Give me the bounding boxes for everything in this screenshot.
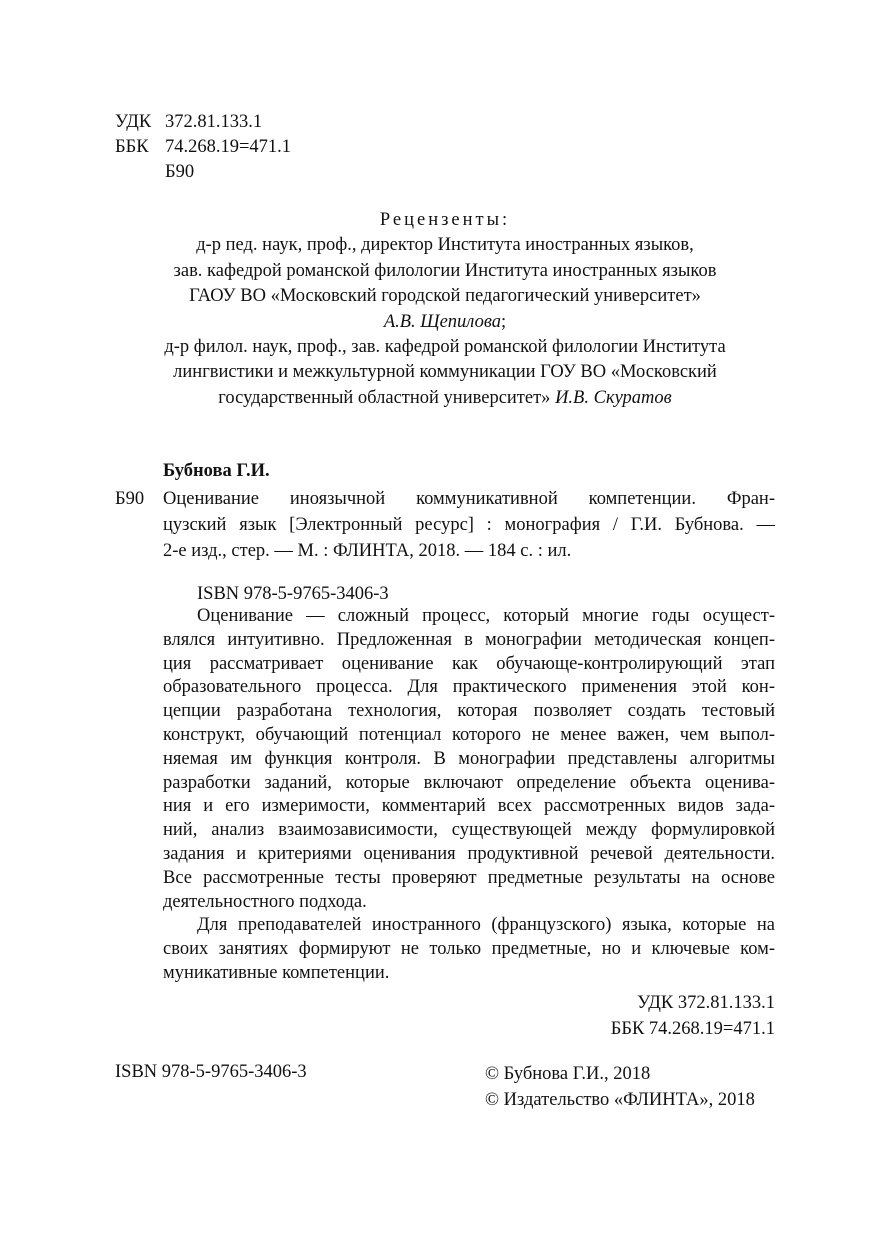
bbk-row [115, 135, 291, 160]
bbk-label: ББК [115, 137, 149, 157]
catalog-mark: Б90 [115, 489, 145, 509]
reviewer2-line2: лингвистики и межкультурной коммуникации ГОУ ВО «Московский [173, 362, 717, 383]
reviewer2-line1: д-р филол. наук, проф., зав. кафедрой романской филологии Института [164, 337, 726, 358]
reviewers-block [115, 208, 775, 411]
reviewer-separator: ; [501, 311, 507, 332]
copyright-publisher: © Издательство «ФЛИНТА», 2018 [485, 1089, 755, 1110]
classification-codes-right [500, 991, 775, 1042]
catalog-entry [115, 486, 775, 564]
reviewer1-line1: д-р пед. наук, проф., директор Института иностранных языков, [196, 235, 694, 256]
udk-row [115, 110, 291, 135]
reviewer2-line3 [115, 386, 775, 411]
udk-value: 372.81.133.1 [165, 112, 263, 132]
annotation-line: деятельностного подхода. [163, 891, 367, 912]
reviewer2-name: И.В. Скуратов [555, 387, 672, 408]
annotation-line: цепции разработана технология, которая позволяет создать тестовый [163, 701, 775, 722]
copyright-author: © Бубнова Г.И., 2018 [485, 1064, 651, 1084]
annotation-line: ция рассматривает оценивание как обучающе-контролирующий этап [163, 653, 775, 674]
annotation-line: своих занятиях формируют не только предметные, но и ключевые ком- [163, 939, 775, 960]
catalog-line: Оценивание иноязычной коммуникативной компетенции. Фран- [163, 489, 775, 509]
catalog-isbn: ISBN 978-5-9765-3406-3 [197, 584, 389, 604]
classification-codes [115, 110, 291, 185]
reviewer1-line2: зав. кафедрой романской филологии Института иностранных языков [173, 260, 717, 281]
reviewers-heading: Рецензенты: [379, 210, 511, 230]
annotation-line: конструкт, обучающий потенциал которого не менее важен, чем выпол- [163, 724, 775, 745]
reviewer2-line3-text: государственный областной университет» [218, 387, 551, 408]
copyright-block [485, 1062, 755, 1113]
catalog-line: 2-е изд., стер. — М. : ФЛИНТА, 2018. — 184 с. : ил. [163, 541, 572, 561]
footer-isbn: ISBN 978-5-9765-3406-3 [115, 1062, 307, 1082]
annotation-line: влялся интуитивно. Предложенная в монографии методическая концеп- [163, 629, 775, 650]
catalog-description [163, 486, 775, 564]
reviewer1-line3: ГАОУ ВО «Московский городской педагогический университет» [189, 286, 701, 307]
annotation-line: Для преподавателей иностранного (французского) языка, которые на [197, 915, 775, 936]
udk-right: УДК 372.81.133.1 [637, 993, 775, 1013]
udk-label: УДК [115, 112, 152, 132]
annotation-line: няемая им функция контроля. В монографии представлены алгоритмы [163, 748, 775, 769]
bbk-right: ББК 74.268.19=471.1 [610, 1018, 775, 1039]
bbk-value: 74.268.19=471.1 [165, 137, 292, 157]
author-mark: Б90 [165, 162, 195, 182]
annotation-line: задания и критериями оценивания продуктивной речевой деятельности. [163, 843, 775, 864]
annotation [163, 605, 775, 986]
catalog-author: Бубнова Г.И. [163, 461, 270, 481]
annotation-line: Все рассмотренные тесты проверяют предметные результаты на основе [163, 867, 775, 888]
annotation-line: ния и его измеримости, комментарий всех рассмотренных видов зада- [163, 796, 775, 817]
reviewer1-name: А.В. Щепилова [383, 311, 502, 332]
catalog-line: цузский язык [Электронный ресурс] : монография / Г.И. Бубнова. — [163, 515, 775, 535]
annotation-line: муникативные компетенции. [163, 962, 390, 983]
annotation-line: разработки заданий, которые включают определение объекта оценива- [163, 772, 775, 793]
annotation-line: ний, анализ взаимозависимости, существующей между формулировкой [163, 820, 775, 841]
annotation-line: Оценивание — сложный процесс, который многие годы осущест- [197, 606, 775, 626]
reviewer1-name-line [115, 310, 775, 335]
annotation-line: образовательного процесса. Для практического применения этой кон- [163, 677, 775, 698]
